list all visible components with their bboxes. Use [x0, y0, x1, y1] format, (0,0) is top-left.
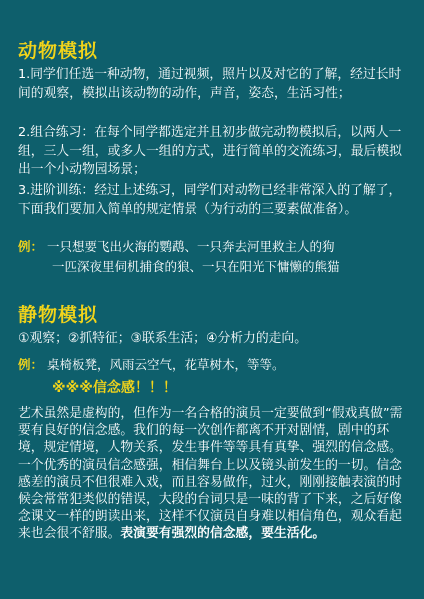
- belief-callout: ※※※信念感！！！: [52, 380, 177, 396]
- paragraph-observation: 1.同学们任选一种动物，通过视频，照片以及对它的了解，经过长时间的观察，模拟出该动物的动作，声音，姿态，生活习性；: [18, 67, 402, 101]
- still-life-example-text: 桌椅板凳，风雨云空气，花草树木，等等。: [47, 357, 285, 372]
- example-label: 例：: [18, 239, 44, 254]
- belief-emphasis: 表演要有强烈的信念感，要生活化。: [120, 526, 326, 542]
- example-line-1: 一只想要飞出火海的鹦鹉、一只奔去河里救主人的狗: [47, 239, 335, 254]
- still-life-title: 静物模拟: [18, 304, 99, 326]
- paragraph-advanced-training: 3.进阶训练：经过上述练习，同学们对动物已经非常深入的了解了，下面我们要加入简单的规定情景（为行动的三要素做准备）。: [18, 183, 402, 217]
- belief-body: 艺术虽然是虚构的，但作为一名合格的演员一定要做到“假戏真做”需要有良好的信念感。我们的每一次创作都离不开对剧情，剧中的环境，规定情境，人物关系，发生事件等等具有真挚、强烈的信念感。一个优秀的演员信念感强，相信舞台上以及镜头前发生的一切。信念感差的演员不但很难入戏，而且容易做作，过火，刚刚接触表演的时候会常常犯类似的错误，大段的台词只是一味的背了下来，之后好像念课文一样的朗读出来，这样不仅演员自身难以相信角色，观众看起来也会很不舒服。: [18, 406, 403, 542]
- still-life-points: ①观察；②抓特征；③联系生活；④分析力的走向。: [18, 331, 308, 346]
- example-line-2: 一匹深夜里伺机捕食的狼、一只在阳光下慵懒的熊猫: [52, 259, 340, 274]
- example-row-1: [18, 238, 335, 256]
- paragraph-group-practice: 2.组合练习：在每个同学都选定并且初步做完动物模拟后，以两人一组，三人一组，或多人一组的方式，进行简单的交流练习，最后模拟出一个小动物园场景；: [18, 125, 402, 177]
- belief-paragraph: [18, 405, 410, 543]
- still-life-example: [18, 356, 285, 374]
- animal-simulation-title: 动物模拟: [18, 40, 99, 62]
- example-label: 例：: [18, 357, 44, 372]
